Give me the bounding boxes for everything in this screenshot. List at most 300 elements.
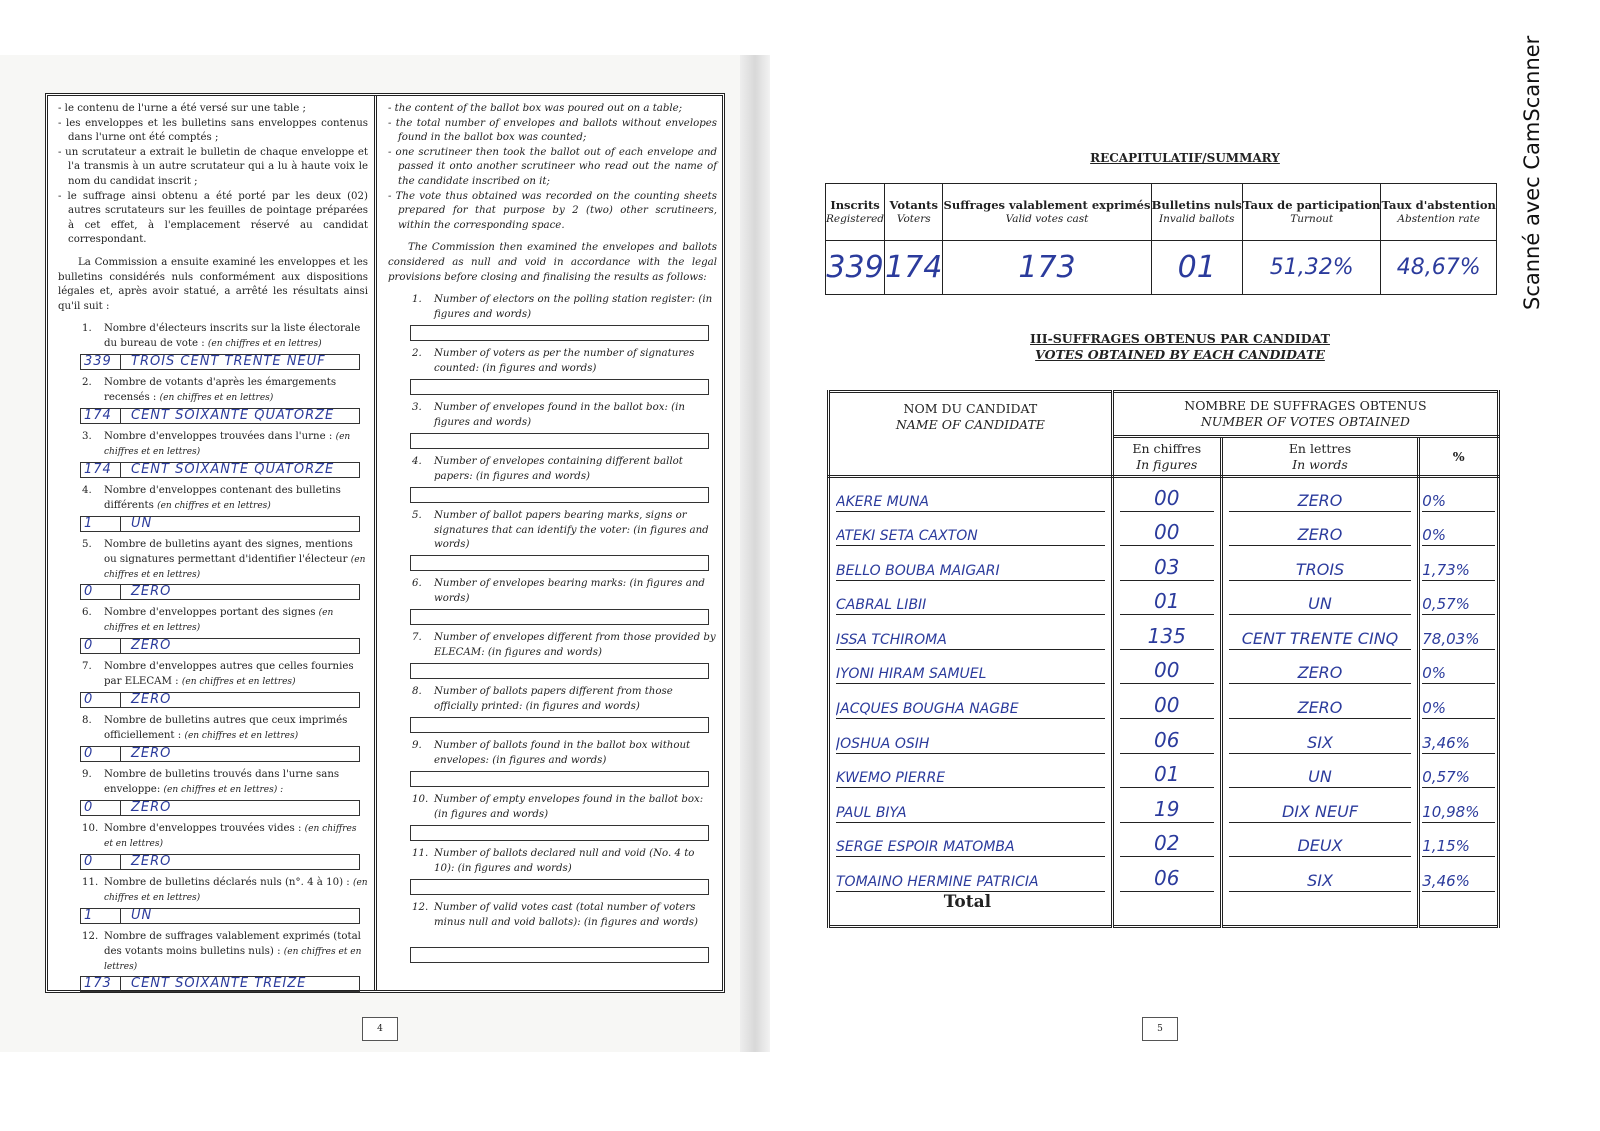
candidate-figures-cell [1112, 512, 1221, 547]
form-item [388, 455, 717, 509]
candidate-row [829, 477, 1499, 512]
answer-words: ZERO [131, 854, 172, 870]
candidate-figures: 06 [1120, 866, 1214, 892]
item-label: Nombre de bulletins ayant des signes, mentions ou signatures permettant d'identifier l'électeur [104, 539, 353, 565]
form-item [58, 538, 368, 606]
item-number: 5. [82, 539, 92, 551]
summary-table [825, 183, 1497, 295]
item-text [104, 322, 368, 352]
candidate-name-cell [829, 754, 1113, 789]
candidate-percent-cell [1419, 684, 1499, 719]
total-empty-cell [1419, 892, 1499, 927]
summary-value: 48,67% [1381, 241, 1497, 295]
answer-figure: 173 [81, 977, 121, 991]
answer-box [410, 325, 709, 341]
item-question [58, 930, 368, 974]
candidate-percent: 1,15% [1422, 837, 1495, 857]
item-label: Number of envelopes bearing marks: (in figures and words) [434, 578, 705, 604]
page-number-right: 5 [1142, 1017, 1178, 1041]
candidate-name: JACQUES BOUGHA NAGBE [836, 701, 1105, 719]
item-text [104, 376, 368, 406]
candidate-words: SIX [1229, 733, 1412, 754]
item-hint: (en chiffres et en lettres) [159, 392, 274, 403]
summary-header-fr: Suffrages valablement exprimés [943, 198, 1151, 212]
item-label: Number of envelopes containing different ballot papers: (in figures and words) [434, 456, 683, 482]
form-item [388, 901, 717, 969]
candidate-percent: 0,57% [1422, 595, 1495, 615]
candidate-words-cell [1221, 650, 1419, 685]
item-text [434, 631, 717, 661]
item-text [434, 847, 717, 877]
answer-box [80, 854, 360, 870]
candidate-name: TOMAINO HERMINE PATRICIA [836, 874, 1105, 892]
answer-figure: 0 [81, 585, 121, 599]
form-item [388, 631, 717, 685]
form-item [58, 430, 368, 484]
candidate-figures: 135 [1120, 624, 1214, 650]
header-votes-fr: NOMBRE DE SUFFRAGES OBTENUS [1184, 397, 1427, 413]
summary-value: 51,32% [1242, 241, 1381, 295]
item-text [434, 739, 717, 769]
candidate-figures: 01 [1120, 589, 1214, 615]
answer-words: CENT SOIXANTE QUATORZE [131, 462, 335, 478]
candidate-row [829, 719, 1499, 754]
item-text [434, 901, 717, 945]
candidate-figures-cell [1112, 788, 1221, 823]
item-question [58, 822, 368, 852]
item-label: Nombre de votants d'après les émargements recensés : [104, 377, 337, 403]
header-words-fr: En lettres [1288, 440, 1352, 456]
item-text [104, 606, 368, 636]
item-text [434, 401, 717, 431]
answer-box [80, 908, 360, 924]
summary-header-fr: Taux de participation [1243, 198, 1381, 212]
item-label: Nombre de bulletins trouvés dans l'urne sans enveloppe: [104, 769, 340, 795]
candidate-words: TROIS [1229, 560, 1412, 581]
summary-header-fr: Votants [889, 198, 938, 212]
answer-box [410, 663, 709, 679]
answer-box [410, 947, 709, 963]
form-item [388, 347, 717, 401]
summary-header-en: Abstention rate [1397, 213, 1481, 225]
item-question [388, 793, 717, 823]
candidate-words: DIX NEUF [1229, 802, 1412, 823]
french-paragraph: La Commission a ensuite examiné les enveloppes et les bulletins considérés nuls conformément aux dispositions légales et, après avoir statué, a arrêté les résultats ainsi qu'il suit : [58, 256, 368, 312]
candidate-figures-cell [1112, 615, 1221, 650]
summary-header [1381, 184, 1497, 241]
candidate-figures: 00 [1120, 520, 1214, 546]
item-text [434, 685, 717, 715]
item-label: Nombre de bulletins autres que ceux imprimés officiellement : [104, 715, 348, 741]
item-text [104, 768, 368, 798]
candidate-percent-cell [1419, 719, 1499, 754]
item-question [58, 660, 368, 690]
answer-box [80, 976, 360, 992]
candidate-figures-cell [1112, 823, 1221, 858]
answer-words: CENT SOIXANTE QUATORZE [131, 408, 335, 424]
bullet-en: - the content of the ballot box was poured out on a table; [388, 103, 683, 114]
answer-figure: 174 [81, 463, 121, 477]
candidate-percent-cell [1419, 546, 1499, 581]
item-number: 6. [82, 607, 92, 619]
form-item [388, 847, 717, 901]
summary-value: 173 [943, 241, 1151, 295]
answer-words: UN [131, 516, 153, 532]
candidate-name: JOSHUA OSIH [836, 736, 1105, 754]
answer-figure: 339 [81, 355, 121, 369]
item-label: Number of empty envelopes found in the ballot box: (in figures and words) [434, 794, 704, 820]
candidate-percent: 0% [1422, 526, 1495, 546]
item-text [104, 822, 368, 852]
candidate-words-cell [1221, 581, 1419, 616]
candidate-row [829, 650, 1499, 685]
candidate-name-cell [829, 546, 1113, 581]
candidate-percent: 0% [1422, 699, 1495, 719]
item-question [388, 455, 717, 485]
candidate-words: CENT TRENTE CINQ [1229, 629, 1412, 650]
item-number: 6. [412, 578, 422, 590]
form-item [58, 714, 368, 768]
french-column [48, 96, 377, 990]
candidate-figures: 03 [1120, 555, 1214, 581]
answer-box [80, 462, 360, 478]
candidate-words-cell [1221, 788, 1419, 823]
candidate-name: CABRAL LIBII [836, 597, 1105, 615]
item-question [58, 606, 368, 636]
item-question [388, 577, 717, 607]
item-label: Number of ballots declared null and void (No. 4 to 10): (in figures and words) [434, 848, 695, 874]
item-number: 1. [82, 323, 92, 335]
answer-figure: 1 [81, 909, 121, 923]
item-question [58, 538, 368, 582]
answer-box [80, 354, 360, 370]
item-text [104, 876, 368, 906]
header-name-en: NAME OF CANDIDATE [895, 417, 1045, 432]
answer-figure: 1 [81, 517, 121, 531]
summary-header-fr: Bulletins nuls [1151, 198, 1242, 212]
item-number: 11. [412, 848, 429, 860]
summary-header-en: Valid votes cast [1005, 213, 1089, 225]
candidate-name: AKERE MUNA [836, 494, 1105, 512]
total-label: Total [943, 891, 992, 912]
english-column [378, 96, 723, 990]
item-text [104, 484, 368, 514]
total-label-cell [829, 892, 1113, 927]
item-number: 8. [412, 686, 422, 698]
candidate-figures: 00 [1120, 486, 1214, 512]
item-number: 11. [82, 877, 99, 889]
answer-box [410, 879, 709, 895]
candidate-percent: 78,03% [1422, 630, 1495, 650]
candidate-percent: 0,57% [1422, 768, 1495, 788]
summary-header-fr: Taux d'abstention [1381, 198, 1496, 212]
item-label: Number of ballot papers bearing marks, signs or signatures that can identify the voter: (in figures and words) [434, 510, 709, 551]
candidate-percent: 3,46% [1422, 872, 1495, 892]
candidate-name: KWEMO PIERRE [836, 770, 1105, 788]
item-label: Nombre d'électeurs inscrits sur la liste électorale du bureau de vote : [104, 323, 361, 349]
answer-box [80, 516, 360, 532]
item-number: 9. [82, 769, 92, 781]
candidate-name-cell [829, 650, 1113, 685]
item-number: 1. [412, 294, 422, 306]
summary-header-en: Registered [826, 213, 885, 225]
item-text [434, 509, 717, 553]
item-label: Number of valid votes cast (total number of voters minus null and void ballots): (in figures and words) [434, 902, 699, 928]
page-number-left: 4 [362, 1017, 398, 1041]
bullet-fr: - le contenu de l'urne a été versé sur une table ; [58, 103, 306, 114]
candidate-words-cell [1221, 857, 1419, 892]
answer-words: ZERO [131, 692, 172, 708]
candidate-percent: 0% [1422, 664, 1495, 684]
candidate-row [829, 823, 1499, 858]
form-item [388, 685, 717, 739]
answer-words: ZERO [131, 800, 172, 816]
summary-header [885, 184, 943, 241]
candidate-words: ZERO [1229, 663, 1412, 684]
candidate-figures-cell [1112, 581, 1221, 616]
candidate-words-cell [1221, 477, 1419, 512]
form-item [58, 484, 368, 538]
candidate-words: ZERO [1229, 698, 1412, 719]
candidate-percent-cell [1419, 857, 1499, 892]
summary-value: 01 [1151, 241, 1242, 295]
candidate-name: ISSA TCHIROMA [836, 632, 1105, 650]
summary-header-en: Invalid ballots [1159, 213, 1235, 225]
total-row [829, 892, 1499, 927]
candidate-name-cell [829, 477, 1113, 512]
form-item [58, 322, 368, 376]
answer-box [410, 379, 709, 395]
item-hint: (en chiffres et en lettres) [184, 730, 299, 741]
candidate-words-cell [1221, 546, 1419, 581]
candidate-words-cell [1221, 719, 1419, 754]
candidate-words-cell [1221, 754, 1419, 789]
candidate-words-cell [1221, 615, 1419, 650]
candidate-name-cell [829, 684, 1113, 719]
candidate-words-cell [1221, 684, 1419, 719]
item-text [104, 538, 368, 582]
item-label: Number of electors on the polling station register: (in figures and words) [434, 294, 713, 320]
item-text [104, 930, 368, 974]
summary-header [1151, 184, 1242, 241]
form-item [388, 509, 717, 577]
item-hint: (en chiffres et en lettres) [104, 554, 366, 580]
form-item [388, 739, 717, 793]
item-text [434, 347, 717, 377]
candidate-words-cell [1221, 512, 1419, 547]
item-text [434, 577, 717, 607]
item-label: Number of ballots found in the ballot box without envelopes: (in figures and words) [434, 740, 691, 766]
item-label: Nombre d'enveloppes contenant des bulletins différents [104, 485, 341, 511]
candidate-percent: 1,73% [1422, 561, 1495, 581]
item-label: Nombre d'enveloppes portant des signes [104, 607, 316, 619]
english-paragraph: The Commission then examined the envelopes and ballots considered as null and void in accordance with the legal provisions before closing and finalising the results as follows: [388, 242, 717, 283]
item-label: Nombre d'enveloppes trouvées dans l'urne : [104, 431, 333, 443]
candidate-percent: 3,46% [1422, 734, 1495, 754]
header-words-en: In words [1292, 456, 1348, 472]
candidate-name-cell [829, 512, 1113, 547]
candidate-name-cell [829, 581, 1113, 616]
answer-box [410, 717, 709, 733]
item-number: 2. [82, 377, 92, 389]
form-item [388, 293, 717, 347]
form-item [58, 930, 368, 998]
section-title-en: VOTES OBTAINED BY EACH CANDIDATE [1035, 347, 1325, 362]
item-hint: (en chiffres et en lettres) : [163, 784, 284, 795]
answer-words: ZERO [131, 746, 172, 762]
answer-figure: 0 [81, 855, 121, 869]
item-question [58, 430, 368, 460]
candidate-row [829, 754, 1499, 789]
summary-header-en: Voters [896, 213, 931, 225]
item-label: Nombre de bulletins déclarés nuls (n°. 4 à 10) : [104, 877, 350, 889]
candidate-row [829, 581, 1499, 616]
item-number: 8. [82, 715, 92, 727]
item-question [388, 347, 717, 377]
answer-box [80, 408, 360, 424]
item-question [388, 631, 717, 661]
summary-header-en: Turnout [1290, 213, 1334, 225]
candidate-row [829, 512, 1499, 547]
candidate-percent-cell [1419, 754, 1499, 789]
summary-header [943, 184, 1151, 241]
candidate-name-cell [829, 823, 1113, 858]
item-hint: (en chiffres et en lettres) [181, 676, 296, 687]
candidate-words-cell [1221, 823, 1419, 858]
answer-box [410, 825, 709, 841]
bullet-fr: - un scrutateur a extrait le bulletin de chaque enveloppe et l'a transmis à un autre scrutateur qui a lu à haute voix le nom du candidat inscrit ; [58, 146, 368, 187]
item-number: 10. [412, 794, 429, 806]
answer-words: TROIS CENT TRENTE NEUF [131, 354, 326, 370]
item-question [388, 739, 717, 769]
item-text [434, 455, 717, 485]
page-gutter [740, 55, 770, 1052]
item-number: 10. [82, 823, 99, 835]
header-figures-en: In figures [1136, 456, 1198, 472]
item-number: 2. [412, 348, 422, 360]
form-item [388, 577, 717, 631]
candidates-table [827, 390, 1500, 928]
item-question [58, 322, 368, 352]
item-text [104, 430, 368, 460]
candidate-figures: 01 [1120, 762, 1214, 788]
candidate-figures-cell [1112, 650, 1221, 685]
candidate-percent-cell [1419, 477, 1499, 512]
item-number: 5. [412, 510, 422, 522]
candidate-words: DEUX [1229, 836, 1412, 857]
candidate-name: IYONI HIRAM SAMUEL [836, 666, 1105, 684]
camscanner-watermark: Scanné avec CamScanner [1520, 35, 1544, 310]
candidate-figures: 06 [1120, 728, 1214, 754]
form-item [388, 793, 717, 847]
candidate-figures: 02 [1120, 831, 1214, 857]
item-label: Number of envelopes different from those provided by ELECAM: (in figures and words) [434, 632, 716, 658]
item-hint: (en chiffres et en lettres) [157, 500, 271, 511]
candidate-figures-cell [1112, 719, 1221, 754]
header-words [1221, 436, 1419, 477]
answer-figure: 0 [81, 747, 121, 761]
total-empty-cell [1221, 892, 1419, 927]
candidate-name-cell [829, 857, 1113, 892]
candidate-words: UN [1229, 594, 1412, 615]
item-hint: (en chiffres et en lettres) [104, 824, 357, 849]
form-item [58, 876, 368, 930]
candidate-words: UN [1229, 767, 1412, 788]
section-title-fr: III-SUFFRAGES OBTENUS PAR CANDIDAT [1030, 331, 1330, 346]
candidate-percent: 10,98% [1422, 803, 1495, 823]
answer-words: ZERO [131, 584, 172, 600]
answer-words: CENT SOIXANTE TREIZE [131, 976, 307, 992]
item-question [58, 484, 368, 514]
item-question [58, 768, 368, 798]
answer-box [410, 771, 709, 787]
answer-figure: 0 [81, 639, 121, 653]
bullet-en: - the total number of envelopes and ballots without envelopes found in the ballot box was counted; [388, 117, 717, 144]
form-item [58, 660, 368, 714]
answer-box [410, 609, 709, 625]
answer-box [80, 638, 360, 654]
item-number: 4. [82, 485, 92, 497]
answer-words: UN [131, 908, 153, 924]
item-number: 12. [82, 931, 99, 943]
candidate-percent-cell [1419, 788, 1499, 823]
candidate-figures: 00 [1120, 658, 1214, 684]
item-question [388, 293, 717, 323]
candidate-figures-cell [1112, 546, 1221, 581]
header-votes [1112, 392, 1498, 437]
candidate-figures: 00 [1120, 693, 1214, 719]
header-figures [1112, 436, 1221, 477]
candidate-row [829, 857, 1499, 892]
header-votes-en: NUMBER OF VOTES OBTAINED [1200, 413, 1410, 429]
header-percent: % [1419, 436, 1499, 477]
form-item [58, 768, 368, 822]
summary-header-fr: Inscrits [830, 198, 880, 212]
item-question [58, 714, 368, 744]
candidate-name: SERGE ESPOIR MATOMBA [836, 839, 1105, 857]
candidate-name-cell [829, 615, 1113, 650]
item-number: 9. [412, 740, 422, 752]
item-question [58, 876, 368, 906]
item-label: Number of ballots papers different from those officially printed: (in figures and words) [434, 686, 673, 712]
summary-value: 339 [826, 241, 885, 295]
item-number: 4. [412, 456, 422, 468]
item-label: Nombre d'enveloppes autres que celles fournies par ELECAM : [104, 661, 354, 687]
candidate-row [829, 788, 1499, 823]
item-hint: (en chiffres et en lettres) [104, 878, 368, 903]
item-label: Nombre d'enveloppes trouvées vides : [104, 823, 302, 835]
item-hint: (en chiffres et en lettres) [207, 338, 322, 349]
answer-words: ZERO [131, 638, 172, 654]
answer-figure: 0 [81, 801, 121, 815]
candidate-name: ATEKI SETA CAXTON [836, 528, 1105, 546]
item-number: 3. [412, 402, 422, 414]
item-hint: (en chiffres et en lettres) [104, 432, 351, 457]
candidate-words: ZERO [1229, 525, 1412, 546]
item-question [388, 509, 717, 553]
form-item [58, 822, 368, 876]
item-label: Number of envelopes found in the ballot box: (in figures and words) [434, 402, 685, 428]
item-question [388, 901, 717, 945]
item-hint: (en chiffres et en lettres) [104, 608, 334, 633]
item-number: 7. [412, 632, 422, 644]
answer-box [410, 555, 709, 571]
answer-figure: 174 [81, 409, 121, 423]
item-number: 7. [82, 661, 92, 673]
item-question [58, 376, 368, 406]
candidate-name: PAUL BIYA [836, 805, 1105, 823]
summary-title: RECAPITULATIF/SUMMARY [1090, 151, 1280, 165]
